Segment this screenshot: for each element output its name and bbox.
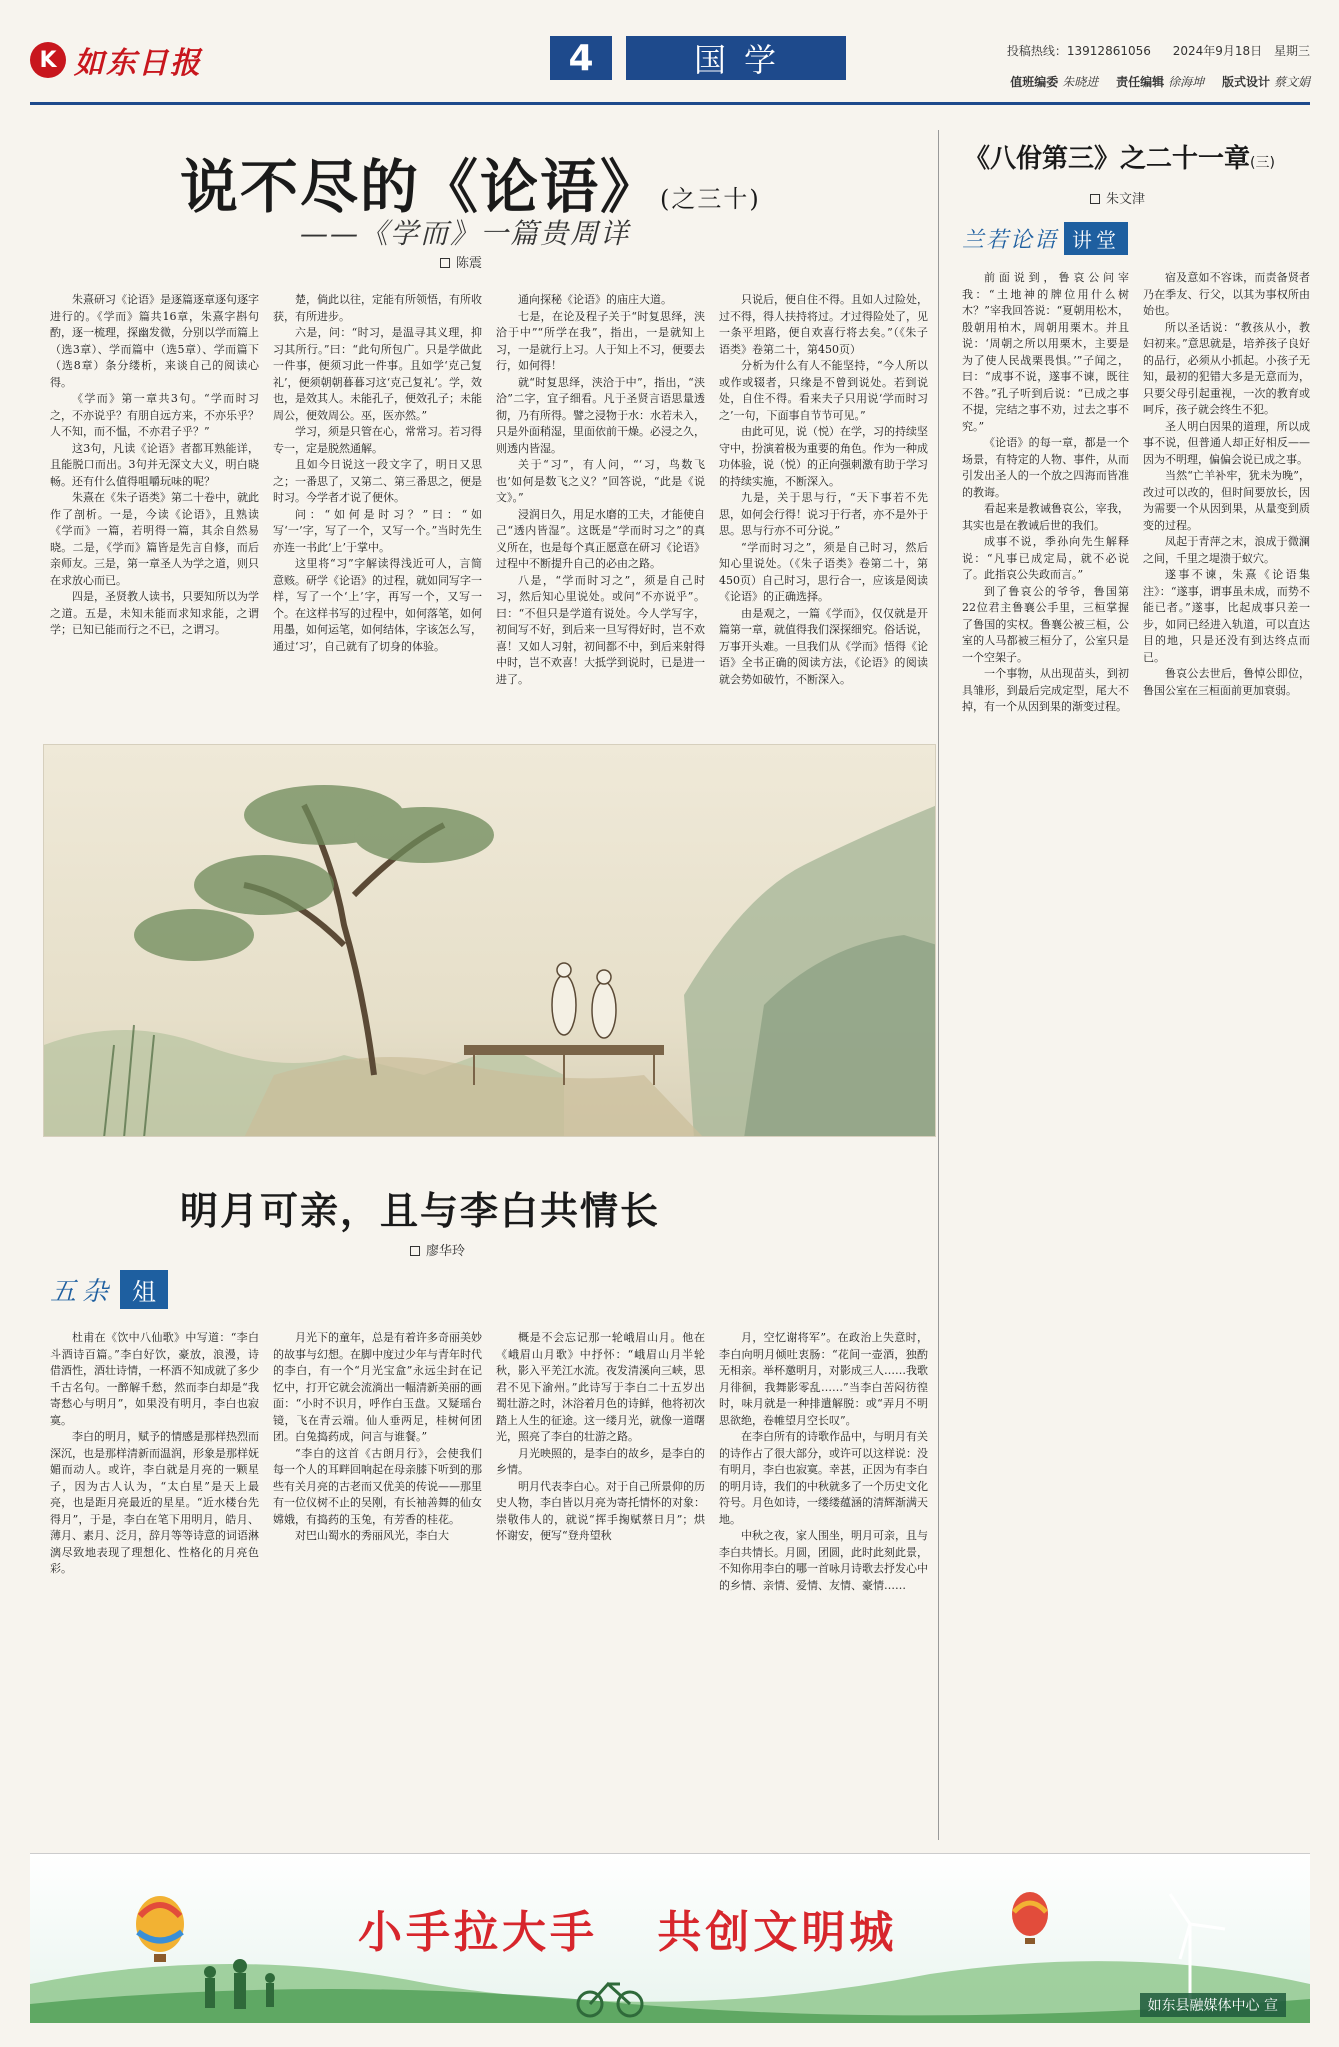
article1-author: 陈震 bbox=[456, 256, 483, 271]
article2-column-label bbox=[50, 1270, 168, 1309]
paragraph: 凤起于青萍之末，浪成于微澜之间，千里之堤溃于蚁穴。 bbox=[1143, 535, 1310, 565]
article3-column-label bbox=[962, 222, 1128, 255]
paragraph: 前面说到，鲁哀公问宰我：“土地神的牌位用什么树木？”宰我回答说：“夏朝用松木，殷朝用柏木，周朝用栗木。并且说：‘周朝之所以用栗木，主要是为了使人民战栗畏惧。’”子闻之，曰：“成事不说，遂事不谏，既往不咎。”孔子听到后说：“已成之事不提，完结之事不劝，过去之事不究。” bbox=[962, 271, 1129, 433]
ad-slogan bbox=[358, 1896, 897, 1960]
paragraph: “学而时习之”，须是自己时习，然后知心里说处。（《朱子语类》卷第二十，第450页）自己时习，思行合一，应该是阅读《论语》的正确选择。 bbox=[719, 540, 928, 603]
paragraph: 宿及意如不容诛，而责备贤者乃在季友、行父，以其为事权所由始也。 bbox=[1143, 271, 1310, 317]
paragraph: 七是，在论及程子关于“时复思绎，浃洽于中”“所学在我”，指出，一是就知上习，一是就行上习。人于知上不习，便要去行，如何得！ bbox=[496, 309, 705, 372]
paragraph: 当然“亡羊补牢，犹未为晚”，改过可以改的，但时间要放长，因为需要一个从因到果，从量变到质变的过程。 bbox=[1143, 469, 1310, 532]
paragraph: 遂事不谏，朱熹《论语集注》：“遂事，谓事虽未成，而势不能已者。”遂事，比起成事只差一步，如同已经进入轨道，可以直达目的地，只是还没有到达终点而已。 bbox=[1143, 568, 1310, 664]
column-label-text: 五杂 bbox=[50, 1277, 115, 1307]
paragraph: “李白的这首《古朗月行》，会使我们每一个人的耳畔回响起在母亲膝下听到的那些有关月亮的古老而又优美的传说——那里有一位仪树不止的吴刚，有长袖善舞的仙女嫦娥，有捣药的玉兔，有芳香的桂花。 bbox=[273, 1446, 482, 1526]
masthead-info bbox=[989, 42, 1310, 90]
byline-box-icon bbox=[410, 1246, 420, 1256]
paragraph: 在李白所有的诗歌作品中，与明月有关的诗作占了很大部分，或许可以这样说：没有明月，李白也寂寞。幸甚，正因为有李白的明月诗，我们的中秋就多了一个历史文化符号。月色如诗，一缕缕蕴涵的清辉渐满天地。 bbox=[719, 1430, 928, 1526]
paragraph: 八是，“学而时习之”，须是自己时习，然后知心里说处。或问“不亦说乎”。曰：“不但只是学道有说处。今人学写字，初间写不好，到后来一旦写得好时，岂不欢喜！又如人习射，初间都不中，到后来射得中时，岂不欢喜！大抵学到说时，已是进一进了。 bbox=[496, 573, 705, 686]
editor-label: 责任编辑 bbox=[1116, 75, 1165, 89]
paragraph: 月光下的童年，总是有着许多奇丽美妙的故事与幻想。在脚中度过少年与青年时代的李白，有一个“月光宝盒”永远尘封在记忆中，打开它就会流淌出一幅清新美丽的画面：“小时不识月，呼作白玉盘。又疑瑶台镜，飞在青云端。仙人垂两足，桂树何团团。白兔捣药成，问言与谁餐。” bbox=[273, 1331, 482, 1443]
article2-column bbox=[273, 1330, 482, 1830]
page-number: 4 bbox=[550, 36, 612, 80]
article3-author: 朱文津 bbox=[1106, 192, 1146, 207]
article3-title bbox=[964, 138, 1275, 175]
paragraph: 朱熹研习《论语》是逐篇逐章逐句逐字进行的。《学而》篇共16章，朱熹字斟句酌，逐一梳理，探幽发微，分别以学而篇上（选3章）、学而篇中（选5章）、学而篇下（选8章）条分缕析，来谈自己的阅读心得。 bbox=[50, 293, 259, 389]
paragraph: 看起来是教诫鲁哀公，宰我，其实也是在教诫后世的我们。 bbox=[962, 502, 1129, 532]
paragraph: 关于“习”，有人问，“‘习，鸟数飞也’如何是数飞之义？”回答说，“此是《说文》。” bbox=[496, 458, 705, 504]
paragraph: 四是，圣贤教人读书，只要知所以为学之道。五是，未知未能而求知求能，之谓学；已知已能而行之不已，之谓习。 bbox=[50, 590, 259, 636]
paragraph: 六是，问：“时习，是温寻其义理，抑习其所行。”曰：“此句所包广。只是学做此一件事，便须习此一件事。且如学‘克己复礼’，便须朝朝暮暮习这‘克己复礼’。学，效也，是效其人。未能孔子，便效孔子；未能周公，便效周公。巫，医亦然。” bbox=[273, 326, 482, 422]
paragraph: 问：“如何是时习？”曰：“如写‘一’字，写了一个，又写一个。”当时先生亦连一书此‘上’于掌中。 bbox=[273, 507, 482, 554]
paragraph: 这3句，凡读《论语》者都耳熟能详，且能脱口而出。3句并无深文大义，明白晓畅。还有什么值得咀嚼玩味的呢？ bbox=[50, 441, 259, 488]
paragraph: 通向探秘《论语》的庙庄大道。 bbox=[518, 293, 672, 306]
painting-illustration bbox=[44, 745, 936, 1137]
paragraph: 分析为什么有人不能坚持，“今人所以或作或辍者，只缘是不曾到说处。若到说处，自住不得。看来夫子只用说‘学而时习之’一句，下面事自节节可见。” bbox=[719, 359, 928, 422]
paragraph: 月光映照的，是李白的故乡，是李白的乡情。 bbox=[496, 1446, 705, 1476]
article2-author: 廖华玲 bbox=[426, 1244, 466, 1259]
article3-body bbox=[962, 270, 1310, 1830]
public-service-ad bbox=[30, 1853, 1310, 2023]
paragraph: 浸润日久，用足水磨的工夫，才能使自己“透内皆湿”。这既是“学而时习之”的真义所在，也是每个真正愿意在研习《论语》过程中不断提升自己的必由之路。 bbox=[496, 507, 705, 570]
ad-credit: 如东县融媒体中心 宣 bbox=[1140, 1993, 1286, 2017]
ad-slogan-2: 共创文明城 bbox=[657, 1907, 898, 1958]
masthead-rule bbox=[30, 102, 1310, 105]
paragraph: 由是观之，一篇《学而》，仅仅就是开篇第一章，就值得我们深探细究。俗话说，万事开头难。一旦我们从《学而》悟得《论语》全书正确的阅读方法，《论语》的阅读就会势如破竹，不断深入。 bbox=[719, 606, 928, 686]
paragraph: 就“时复思绎，浃洽于中”，指出，“浃洽”二字，宜子细看。凡于圣贤言语思量透彻，乃有所得。譬之浸物于水：水若未入，只是外面稍湿，里面依前干燥。必浸之久，则透内皆湿。 bbox=[496, 375, 705, 455]
article1-subtitle: ——《学而》一篇贵周详 bbox=[300, 217, 631, 250]
newspaper-logo bbox=[30, 38, 202, 82]
paragraph: 杜甫在《饮中八仙歌》中写道：“李白斗酒诗百篇。”李白好饮，豪放，浪漫，诗借酒性，酒壮诗情，一杯酒不知成就了多少千古名句。一醉解千愁，然而李白却是“我寄愁心与明月”，如果没有明月，李白也寂寞。 bbox=[50, 1331, 259, 1427]
paragraph: 成事不说，季孙向先生解释说：“凡事已成定局，就不必说了。此指哀公失政而言。” bbox=[962, 535, 1129, 581]
duty-editor: 朱晓进 bbox=[1062, 75, 1099, 89]
paragraph: 九是，关于思与行，“天下事若不先思，如何会行得！说习于行者，亦不是外于思。思与行亦不可分说。” bbox=[719, 491, 928, 537]
paragraph: 鲁哀公去世后，鲁悼公即位，鲁国公室在三桓面前更加衰弱。 bbox=[1143, 667, 1310, 697]
article1-byline bbox=[440, 252, 482, 271]
designer: 蔡文娟 bbox=[1273, 75, 1310, 89]
article1-column bbox=[496, 292, 705, 732]
page-tab bbox=[550, 36, 846, 80]
landscape-painting bbox=[43, 744, 936, 1137]
article2-column bbox=[50, 1330, 259, 1830]
column-label-text: 兰若论语 bbox=[962, 228, 1059, 253]
paragraph: 李白的明月，赋予的情感是那样热烈而深沉，也是那样清新而温润，形象是那样妩媚而动人。或许，李白就是月亮的一颗星子，因为古人认为，“太白星”是天上最亮，也是距月亮最近的星星。“近水楼台先得月”，于是，李白在笔下用明月，皓月、薄月、素月、泛月，辞月等等诗意的词语淋漓尽致地表现了理想化、性格化的月亮色彩。 bbox=[50, 1430, 259, 1575]
article1-column bbox=[273, 292, 482, 732]
article2-body bbox=[50, 1330, 930, 1830]
article1-title-main: 说不尽的《论语》 bbox=[180, 153, 661, 221]
article2-column bbox=[719, 1330, 928, 1830]
article1-title-suffix: (之三十) bbox=[660, 185, 761, 213]
article1-column bbox=[719, 292, 928, 732]
paragraph: 且如今日说这一段文字了，明日又思之；一番思了，又第二、第三番思之，便是时习。今学者才说了便休。 bbox=[273, 458, 482, 504]
article3-title-suffix: (三) bbox=[1250, 155, 1275, 171]
article1-column bbox=[50, 292, 259, 732]
paper-name: 如东日报 bbox=[74, 46, 202, 81]
ad-slogan-1: 小手拉大手 bbox=[358, 1907, 598, 1958]
paragraph: 只说后，便自住不得。且如人过险处，过不得，得人扶持将过。才过得险处了，见一条平坦路，便自欢喜行将去矣。”（《朱子语类》卷第二十，第450页） bbox=[719, 293, 928, 356]
paragraph: 所以圣话说：“教孩从小，教妇初来。”意思就是，培养孩子良好的品行，必须从小抓起。小孩子无知，最初的犯错大多是无意而为，只要父母引起重视，一次的教育或呵斥，孩子就会终生不犯。 bbox=[1143, 320, 1310, 416]
paragraph: 圣人明白因果的道理，所以成事不说，但普通人却正好相反——因为不明理，偏偏会说已成之事。 bbox=[1143, 419, 1310, 466]
article3-column bbox=[962, 270, 1129, 1830]
paragraph: 对巴山蜀水的秀丽风光，李白大 bbox=[295, 1529, 449, 1542]
byline-box-icon bbox=[440, 258, 450, 268]
paragraph: 明月代表李白心。对于自己所景仰的历史人物，李白皆以月亮为寄托情怀的对象：崇敬伟人的，就说“挥手掬赋蔡日月”；烘怀谢安，便写“登舟望秋 bbox=[496, 1479, 705, 1542]
paragraph: 朱熹在《朱子语类》第二十卷中，就此作了剖析。一是，今读《论语》，且熟读《学而》一篇，若明得一篇，其余自然易晓。二是，《学而》篇皆是先言自修，而后亲师友。三是，第一章圣人为学之道，则只在求放心而已。 bbox=[50, 491, 259, 587]
design-label: 版式设计 bbox=[1221, 75, 1270, 89]
article2-title: 明月可亲，且与李白共情长 bbox=[180, 1189, 661, 1233]
issue-date: 2024年9月18日 bbox=[1172, 44, 1263, 58]
paragraph: 概是不会忘记那一轮峨眉山月。他在《峨眉山月歌》中抒怀：“峨眉山月半轮秋，影入平羌江水流。夜发清溪向三峡，思君不见下渝州。”此诗写于李白二十五岁出蜀壮游之时，沐浴着月色的诗鲜，他将初次踏上人生的征途。这一缕月光，就像一道曙光，照亮了李白的壮游之路。 bbox=[496, 1331, 705, 1443]
article2-byline bbox=[410, 1240, 465, 1259]
page-section-name: 国学 bbox=[626, 36, 846, 80]
duty-editor-label: 值班编委 bbox=[1010, 75, 1059, 89]
paragraph: 到了鲁哀公的爷爷，鲁国第22位君主鲁襄公手里，三桓掌握了鲁国的实权。鲁襄公被三桓，公室的人马都被三桓分了，公室只是一个空架子。 bbox=[962, 584, 1129, 664]
column-divider bbox=[938, 130, 939, 1840]
issue-weekday: 星期三 bbox=[1273, 44, 1310, 58]
article2-column bbox=[496, 1330, 705, 1830]
article3-byline bbox=[1090, 188, 1145, 207]
article3-column bbox=[1143, 270, 1310, 1830]
paragraph: 楚，倘此以往，定能有所领悟，有所收获，有所进步。 bbox=[273, 293, 482, 323]
paragraph: 一个事物，从出现苗头，到初具雏形，到最后完成定型，尾大不掉，有一个从因到果的渐变过程。 bbox=[962, 667, 1129, 713]
paragraph: 《论语》的每一章，都是一个场景，有特定的人物、事件，从而引发出圣人的一个放之四海而皆准的教诲。 bbox=[962, 436, 1129, 499]
masthead bbox=[30, 30, 1310, 90]
balloon-icon-2 bbox=[1012, 1892, 1048, 1944]
paragraph: 这里将“习”字解读得浅近可人，言简意赅。研学《论语》的过程，就如同写字一样，写了一个‘上’字，再写一个，又写一个。在这样书写的过程中，如何落笔，如何用墨，如何运笔，如何结体，字该怎么写，通过‘习’，自己就有了切身的体验。 bbox=[273, 557, 482, 653]
logo-mark-icon: K bbox=[30, 42, 66, 78]
column-label-badge: 讲堂 bbox=[1064, 222, 1128, 255]
paragraph: 由此可见，说（悦）在学，习的持续坚守中，扮演着极为重要的角色。作为一种成功体验，说（悦）的正向强刺激有助于学习的持续实施，不断深入。 bbox=[719, 425, 928, 488]
article3-title-main: 《八佾第三》之二十一章 bbox=[964, 144, 1251, 174]
column-label-badge: 俎 bbox=[120, 1270, 168, 1309]
article1-body bbox=[50, 292, 930, 732]
paragraph: 中秋之夜，家人围坐，明月可亲，且与李白共情长。月圆，团圆，此时此刻此景，不知你用李白的哪一首咏月诗歌去抒发心中的乡情、亲情、爱情、友情、豪情…… bbox=[719, 1529, 928, 1592]
hotline: 投稿热线：13912861056 bbox=[1006, 44, 1151, 58]
editor: 徐海坤 bbox=[1168, 75, 1205, 89]
paragraph: 月，空忆谢将军”。在政治上失意时，李白向明月倾吐衷肠：“花间一壶酒，独酌无相亲。举杯邀明月，对影成三人……我歌月徘徊，我舞影零乱……”当李白苦闷彷徨时，味月就是一种排遣解脱：或“弄月不明思欲绝，卷帷望月空长叹”。 bbox=[719, 1331, 928, 1427]
balloon-icon bbox=[136, 1896, 184, 1962]
paragraph: 《学而》第一章共3句。“学而时习之，不亦说乎？有朋自远方来，不亦乐乎？人不知，而不愠，不亦君子乎？” bbox=[50, 392, 259, 438]
byline-box-icon bbox=[1090, 194, 1100, 204]
paragraph: 学习，须是只管在心，常常习。若习得专一，定是脱然通解。 bbox=[273, 425, 482, 455]
